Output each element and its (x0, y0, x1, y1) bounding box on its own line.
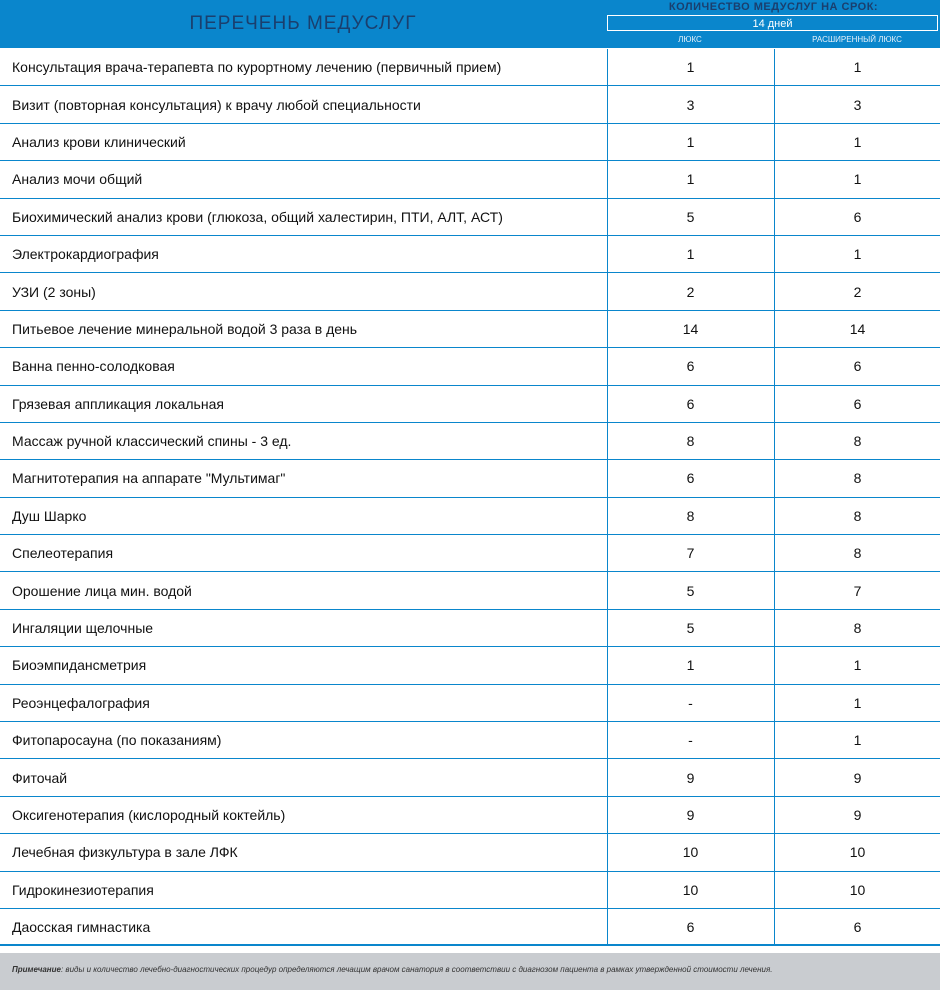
service-name: Питьевое лечение минеральной водой 3 раза в день (12, 320, 358, 337)
table-row (0, 236, 940, 273)
extended-lux-count: 6 (774, 386, 940, 422)
lux-count: - (607, 722, 773, 758)
table-row (0, 834, 940, 871)
table-row (0, 797, 940, 834)
period-label: 14 дней (607, 15, 938, 31)
lux-count: 1 (607, 647, 773, 683)
service-name: Анализ крови клинический (12, 133, 186, 150)
service-name: УЗИ (2 зоны) (12, 283, 96, 300)
service-name: Оксигенотерапия (кислородный коктейль) (12, 807, 286, 823)
lux-count: 1 (607, 161, 773, 197)
extended-lux-count: 1 (774, 161, 940, 197)
table-row (0, 423, 940, 460)
lux-count: 9 (607, 797, 773, 833)
extended-lux-count: 7 (774, 572, 940, 608)
extended-lux-count: 1 (774, 236, 940, 272)
table-row (0, 535, 940, 572)
lux-count: 9 (607, 759, 773, 795)
table-row (0, 49, 940, 86)
extended-lux-count: 1 (774, 685, 940, 721)
extended-lux-count: 2 (774, 273, 940, 309)
table-row (0, 572, 940, 609)
extended-lux-count: 8 (774, 460, 940, 496)
service-name: Электрокардиография (12, 246, 159, 263)
extended-lux-count: 14 (774, 311, 940, 347)
service-name: Фитопаросауна (по показаниям) (12, 732, 222, 749)
table-row (0, 872, 940, 909)
extended-lux-count: 8 (774, 498, 940, 534)
lux-count: 5 (607, 572, 773, 608)
lux-count: 6 (607, 348, 773, 384)
extended-lux-count: 1 (774, 647, 940, 683)
service-name: Спелеотерапия (12, 545, 114, 562)
table-row (0, 161, 940, 198)
table-row (0, 610, 940, 647)
lux-count: 1 (607, 49, 773, 85)
lux-count: - (607, 685, 773, 721)
lux-count: 1 (607, 236, 773, 272)
table-row (0, 460, 940, 497)
service-name: Массаж ручной классический спины - 3 ед. (12, 433, 292, 450)
service-name: Биохимический анализ крови (глюкоза, общий халестирин, ПТИ, АЛТ, АСТ) (12, 208, 503, 225)
lux-count: 10 (607, 834, 773, 870)
table-row (0, 759, 940, 796)
lux-count: 8 (607, 423, 773, 459)
service-name: Консультация врача-терапевта по курортному лечению (первичный прием) (12, 59, 502, 76)
lux-count: 2 (607, 273, 773, 309)
table-row (0, 311, 940, 348)
table-row (0, 86, 940, 123)
table-row (0, 199, 940, 236)
extended-lux-count: 9 (774, 797, 940, 833)
lux-count: 6 (607, 386, 773, 422)
service-name: Даосская гимнастика (12, 918, 151, 935)
table-row (0, 273, 940, 310)
service-name: Грязевая аппликация локальная (12, 395, 224, 412)
lux-count: 6 (607, 909, 773, 944)
quantity-heading: КОЛИЧЕСТВО МЕДУСЛУГ НА СРОК: (668, 1, 879, 13)
table-row (0, 647, 940, 684)
lux-count: 7 (607, 535, 773, 571)
page-title: ПЕРЕЧЕНЬ МЕДУСЛУГ (189, 13, 417, 34)
lux-count: 1 (607, 124, 773, 160)
service-name: Орошение лица мин. водой (12, 582, 192, 599)
service-name: Ванна пенно-солодковая (12, 358, 175, 375)
extended-lux-count: 8 (774, 610, 940, 646)
table-row (0, 348, 940, 385)
lux-count: 6 (607, 460, 773, 496)
service-name: Гидрокинезиотерапия (12, 881, 154, 898)
column-header-lux: ЛЮКС (678, 35, 702, 44)
service-name: Фиточай (12, 769, 68, 786)
service-name: Визит (повторная консультация) к врачу любой специальности (12, 96, 421, 113)
lux-count: 3 (607, 86, 773, 122)
extended-lux-count: 1 (774, 124, 940, 160)
extended-lux-count: 9 (774, 759, 940, 795)
note-label: Примечание (12, 965, 61, 974)
table-header (0, 0, 940, 48)
service-name: Лечебная физкультура в зале ЛФК (12, 844, 238, 861)
note-body: : виды и количество лечебно-диагностических процедур определяются лечащим врачом санатория в соответствии с диагнозом пациента в рамках утвержденной стоимости лечения. (60, 965, 773, 974)
extended-lux-count: 6 (774, 199, 940, 235)
extended-lux-count: 6 (774, 909, 940, 944)
lux-count: 5 (607, 199, 773, 235)
table-row (0, 124, 940, 161)
extended-lux-count: 10 (774, 872, 940, 908)
extended-lux-count: 8 (774, 423, 940, 459)
service-name: Магнитотерапия на аппарате "Мультимаг" (12, 470, 286, 487)
service-name: Душ Шарко (12, 507, 87, 524)
extended-lux-count: 3 (774, 86, 940, 122)
extended-lux-count: 10 (774, 834, 940, 870)
extended-lux-count: 6 (774, 348, 940, 384)
lux-count: 10 (607, 872, 773, 908)
services-table (0, 49, 940, 946)
service-name: Биоэмпидансметрия (12, 657, 147, 674)
footer-note (0, 953, 940, 990)
service-name: Реоэнцефалография (12, 694, 150, 711)
column-header-extended-lux: РАСШИРЕННЫЙ ЛЮКС (812, 35, 902, 44)
note-text (12, 965, 772, 974)
lux-count: 5 (607, 610, 773, 646)
table-row (0, 685, 940, 722)
lux-count: 14 (607, 311, 773, 347)
table-row (0, 386, 940, 423)
lux-count: 8 (607, 498, 773, 534)
service-name: Анализ мочи общий (12, 171, 143, 188)
table-row (0, 909, 940, 946)
extended-lux-count: 1 (774, 49, 940, 85)
table-row (0, 722, 940, 759)
table-row (0, 498, 940, 535)
service-name: Ингаляции щелочные (12, 620, 154, 637)
extended-lux-count: 8 (774, 535, 940, 571)
extended-lux-count: 1 (774, 722, 940, 758)
